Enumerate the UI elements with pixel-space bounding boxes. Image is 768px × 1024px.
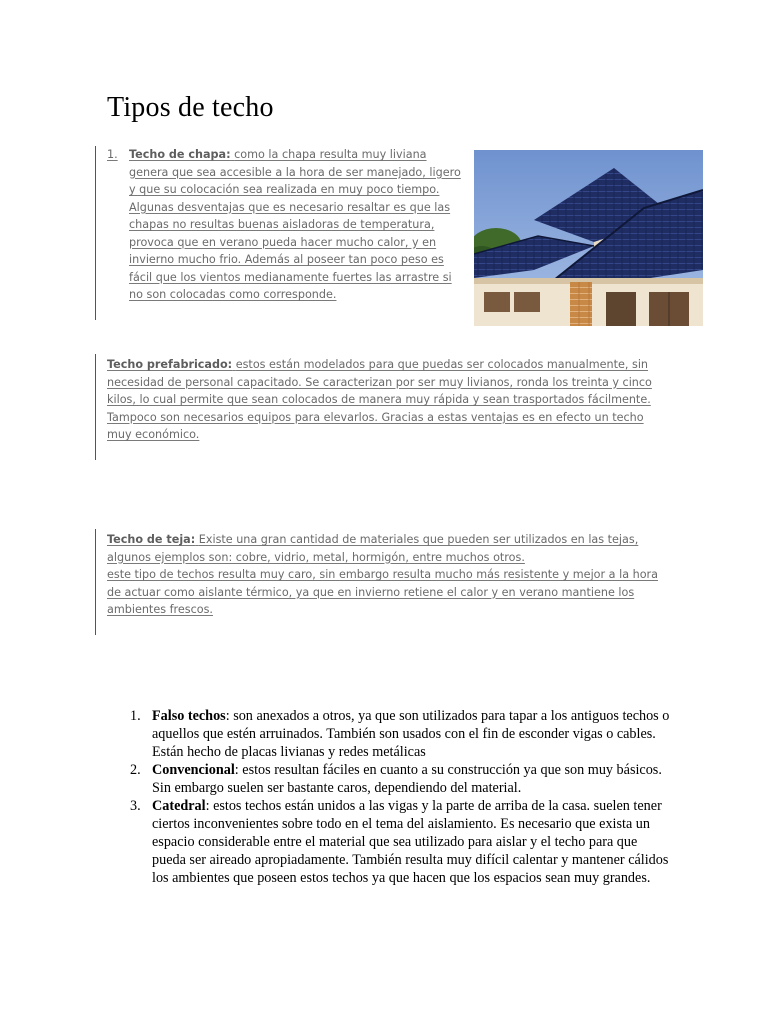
section-text: estos están modelados para que puedas ser colocados manualmente, sin necesidad de personal capacitado. Se caracterizan por ser muy livianos, ronda los treinta y cinco kilos, lo cual permite que sean colocados de manera muy rápida y sean trasportados fácilmente. Tampoco son necesarios equipos para elevarlos. Gracias a estas ventajas es en efecto un techo muy económico. (107, 358, 652, 441)
section-techo-teja (107, 531, 662, 619)
section-heading: Techo de chapa: (129, 148, 231, 161)
roof-types-list (130, 707, 670, 887)
list-term: Falso techos (152, 708, 226, 724)
list-item (130, 761, 670, 797)
section-techo-chapa (107, 146, 467, 304)
revision-bar (95, 529, 96, 635)
list-number: 1. (130, 708, 141, 724)
section-heading: Techo de teja: (107, 533, 196, 546)
list-number: 1. (107, 148, 118, 161)
list-text: : estos techos están unidos a las vigas y la parte de arriba de la casa. suelen tener ciertos inconvenientes sobre todo en el tema del aislamiento. Es necesario que exista un espacio considerable entre el material que sea utilizado para aislar y el techo para que pueda ser aireado apropiadamente. También resulta muy difícil calentar y mantener cálidos los ambientes que poseen estos techos ya que hacen que los espacios sean muy grandes. (152, 798, 669, 886)
list-text: : estos resultan fáciles en cuanto a su construcción ya que son muy básicos. Sin embargo suelen ser bastante caros, dependiendo del material. (152, 762, 662, 796)
section-heading: Techo prefabricado: (107, 358, 233, 371)
list-term: Catedral (152, 798, 206, 814)
list-term: Convencional (152, 762, 235, 778)
section-text: Existe una gran cantidad de materiales que pueden ser utilizados en las tejas, algunos ejemplos son: cobre, vidrio, metal, hormigón, entre muchos otros. (107, 533, 639, 564)
list-item (130, 797, 670, 887)
revision-bar (95, 146, 96, 320)
list-number: 3. (130, 798, 141, 814)
section-techo-prefabricado (107, 356, 657, 444)
list-item (130, 707, 670, 761)
list-number: 2. (130, 762, 141, 778)
list-text: : son anexados a otros, ya que son utilizados para tapar a los antiguos techos o aquellos que estén arruinados. También son usados con el fin de esconder vigas o cables. Están hecho de placas livianas y redes metálicas (152, 708, 670, 760)
page-title: Tipos de techo (107, 92, 274, 123)
section-text: como la chapa resulta muy liviana genera que sea accesible a la hora de ser manejado, ligero y que su colocación sea realizada en muy poco tiempo. Algunas desventajas que es necesario resaltar es que las chapas no resultas buenas aisladoras de temperatura, provoca que en verano pueda hacer mucho calor, y en invierno mucho frio. Además al poseer tan poco peso es fácil que los vientos medianamente fuertes las arrastre si no son colocadas como corresponde. (129, 148, 461, 301)
house-roof-photo (474, 150, 703, 326)
section-text-continued: este tipo de techos resulta muy caro, sin embargo resulta mucho más resistente y mejor a la hora de actuar como aislante térmico, ya que en invierno retiene el calor y en verano mantiene los ambientes frescos. (107, 568, 658, 616)
revision-bar (95, 354, 96, 460)
